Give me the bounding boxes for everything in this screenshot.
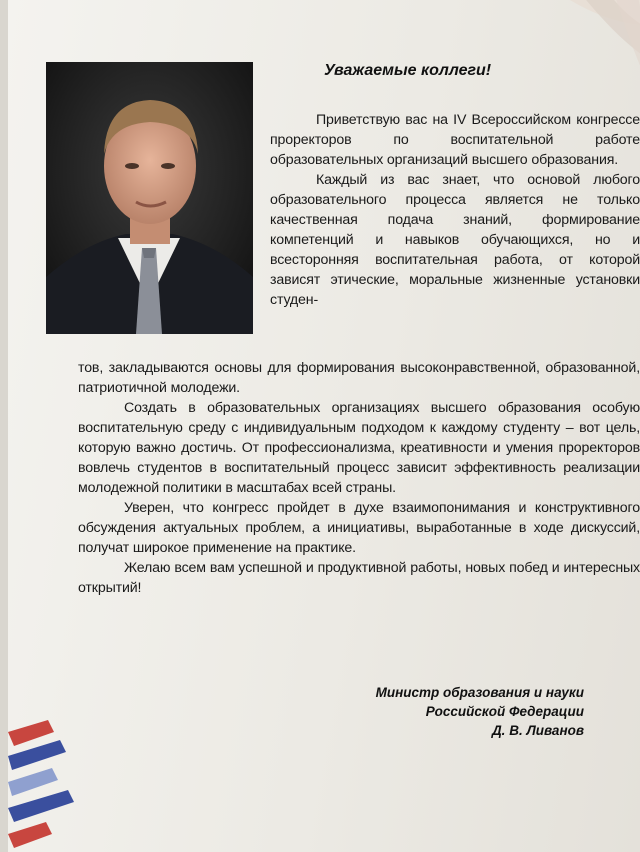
paragraph-congress: Уверен, что конгресс пройдет в духе взаимопонимания и конструктивного обсуждения актуальных проблем, а инициативы, выработанные в ходе дискуссий, получат широкое применение на практике. (78, 500, 640, 556)
paragraph-continuation: тов, закладываются основы для формирования высоконравственной, образованной, патриотичной молодежи. (78, 360, 640, 396)
signature-country: Российской Федерации (425, 704, 584, 719)
paragraph-wishes: Желаю всем вам успешной и продуктивной работы, новых побед и интересных открытий! (78, 560, 640, 596)
decorative-stripes-graphic (8, 712, 128, 852)
document-page (8, 0, 640, 852)
letter-text-full-width (78, 358, 640, 598)
paragraph-welcome: Приветствую вас на IV Всероссийском конгрессе проректоров по воспитательной работе образовательных организаций высшего образования. (270, 112, 640, 168)
letter-signature (376, 683, 584, 740)
signature-title: Министр образования и науки (375, 685, 584, 700)
letter-greeting: Уважаемые коллеги! (324, 62, 492, 79)
minister-portrait-photo (46, 62, 253, 334)
letter-text-beside-photo (270, 110, 640, 310)
paragraph-education-process: Каждый из вас знает, что основой любого образовательного процесса является не только качественная подача знаний, формирование компетенций и навыков обучающихся, но и всесторонняя воспитательная работа, от которой зависят этические, моральные жизненные установки студен- (270, 172, 640, 308)
paragraph-environment: Создать в образовательных организациях высшего образования особую воспитательную среду с индивидуальным подходом к каждому студенту – вот цель, которую важно достичь. От профессионализма, креативности и умения проректоров вовлечь студентов в воспитательный процесс зависит эффективность реализации молодежной политики в масштабах всей страны. (78, 400, 640, 496)
signature-name: Д. В. Ливанов (491, 723, 584, 738)
